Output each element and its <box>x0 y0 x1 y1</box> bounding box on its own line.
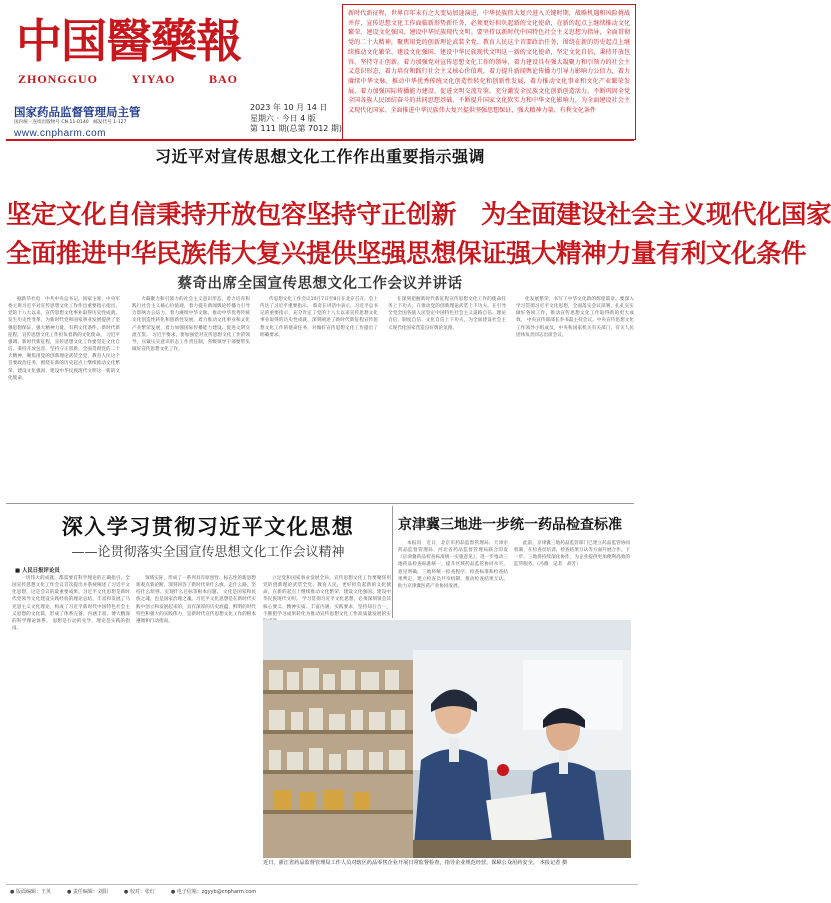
lead-article-col-2 <box>132 296 250 498</box>
article3-title[interactable]: 京津冀三地进一步统一药品检查标准 <box>398 517 622 533</box>
issue-date: 2023 年 10 月 14 日 <box>250 103 328 112</box>
inspection-photo <box>263 620 631 858</box>
main-headline-line-1[interactable]: 坚定文化自信秉持开放包容坚持守正创新 为全面建设社会主义现代化国家 <box>6 200 831 230</box>
lead-article-col-3-text: 传思想文化工作会议10月7日至8日在北京召开。会上传达了习近平重要指示。 蔡奇在讲话中表示，习近平总书记的重要指示，充分肯定了党的十八大以来宣传思想文化事业取得的历史性成就，深刻阐述了新时代新征程宣传思想文化工作的使命任务，对做好宣传思想文化工作提出了明确要求。 <box>260 297 378 338</box>
pinyin-2: YIYAO <box>131 72 176 86</box>
article3-col-1 <box>398 540 508 616</box>
lead-article-col-1 <box>8 296 120 498</box>
footer-email[interactable]: ● 电子信箱：zgyyb@cnpharm.com <box>170 888 257 895</box>
masthead <box>6 4 634 139</box>
article3-col-2 <box>514 540 630 616</box>
lead-article-col-1-text: 据新华社电 中共中央总书记、国家主席、中央军委主席习近平对宣传思想文化工作作出重要指示指出，党的十八大以来，宣传思想文化事业取得历史性成就，发生历史性变革，为新时代党和国家事业发展提供了坚强思想保证、强大精神力量、有利文化条件。新时代新征程，宣传思想文化工作担负着新的文化使命。 习近平强调，新时代新征程，宣传思想文化工作要坚定文化自信，秉持开放包容，坚持守正创新，全面贯彻党的二十大精神，聚焦用党的创新理论武装全党、教育人民这个首要政治任务，围绕在新的历史起点上继续推动文化繁荣、建设文化强国、建设中华民族现代文明这一新的文化使命。 <box>8 297 120 381</box>
inspection-photo-illustration <box>263 620 631 858</box>
sub-headline[interactable]: 蔡奇出席全国宣传思想文化工作会议并讲话 <box>177 275 463 292</box>
kicker-headline[interactable]: 习近平对宣传思想文化工作作出重要指示强调 <box>154 147 485 166</box>
main-headline-line-2[interactable]: 全面推进中华民族伟大复兴提供坚强思想保证强大精神力量有利文化条件 <box>6 239 807 269</box>
pinyin-1: ZHONGGUO <box>18 72 99 86</box>
lead-article-col-5-text: 化发展繁荣，书写了中华文化新的辉煌篇章。要深入学习贯彻习近平文化思想，全面落实会议部署，扎扎实实做好各项工作，推动宣传思想文化工作取得新的更大成效。 中央宣传部部长李书磊主持会议。中央宣传思想文化工作领导小组成员，中央和国家机关有关部门、有关人民团体负责同志出席会议。 <box>516 297 634 338</box>
website-link[interactable]: www.cnpharm.com <box>14 128 106 139</box>
section-divider <box>6 503 634 504</box>
registration-info: 国内统一连续出版物号 CN 11-0140 邮发代号 1-127 <box>14 120 127 125</box>
article2-col-3 <box>263 575 391 617</box>
publisher: 国家药品监督管理局主管 <box>14 107 141 119</box>
top-notice-box <box>342 4 636 140</box>
issue-date-box <box>250 103 346 135</box>
lead-article-col-3 <box>260 296 378 498</box>
footer-layout-editor: ● 版面编辑：王英 <box>10 888 51 895</box>
logo-pinyin <box>18 72 238 87</box>
masthead-rule <box>6 139 634 141</box>
article3-col-2-text: 此前，京津冀三地药品监管部门已建立药品监管协同机制，在检查员培训、检查结果互认等方面开展合作。下一步，三地将持续深化协作，为企业提供更加便利高效的监管服务。（冯薇 记者 胡芳） <box>514 541 630 568</box>
issue-weekday: 星期六 · 今日 4 版 <box>250 113 316 123</box>
article2-col-3-text: 立足党和国家事业发展全局，宣传思想文化工作要聚焦用党的创新理论武装全党、教育人民，更好担负起新的文化使命，在新的起点上继续推动文化繁荣、建设文化强国、建设中华民族现代文明。 学习贯彻习近平文化思想，必须深刻领会其核心要义、精神实质、丰富内涵、实践要求，坚持知行合一，不断把学习成果转化为推动宣传思想文化工作高质量发展的实 <box>263 576 391 617</box>
footer-proofreader: ● 校对：张红 <box>123 888 155 895</box>
issue-number: 第 111 期(总第 7012 期) <box>250 124 343 133</box>
pinyin-3: BAO <box>208 72 238 86</box>
page-footer <box>6 884 638 897</box>
article2-byline: ■ 人民日报评论员 <box>15 568 60 574</box>
newspaper-logo <box>16 12 241 70</box>
logo-title: 中国醫藥報 <box>16 14 241 68</box>
article2-col-2-text: 领域实际，形成了一系列具有原创性、标志性的新思想新观点新论断，深刻回答了新时代举什么旗、走什么路、坚持什么原则、实现什么目标等根本问题。 文化是国家和民族之魂，也是国家治理之魂。习近平文化思想是在新时代实践中创立和发展起来的，具有深厚的历史底蕴、鲜明的时代特色和强大的实践伟力，是新时代宣传思想文化工作的根本遵循和行动指南。 <box>136 576 256 624</box>
lead-article-col-2-text: 大凝聚力和引领力的社会主义意识形态，着力培育和践行社会主义核心价值观，着力提升新闻舆论传播力引导力影响力公信力，着力赓续中华文脉、推动中华优秀传统文化创造性转化和创新性发展，着力推动文化事业和文化产业繁荣发展，着力加强国际传播能力建设、促进文明交流互鉴。 习近平要求，要加强党对宣传思想文化工作的领导，压紧压实意识形态工作责任制，各级领导干部要带头做好宣传思想文化工作。 <box>132 297 250 353</box>
article2-byline-text: 人民日报评论员 <box>21 568 60 574</box>
article2-title[interactable]: 深入学习贯彻习近平文化思想 <box>61 514 355 539</box>
article2-col-1-text: 一切伟大的成就，都需要有科学理论的正确指引。全国宣传思想文化工作会议首次提出并系统阐述了习近平文化思想，这是会议的最重要成果。习近平文化思想是新时代党领导文化建设实践经验的理论总结，丰富和发展了马克思主义文化理论，构成了习近平新时代中国特色社会主义思想的文化篇，形成了体系完备、内涵丰富、博大精深的科学理论体系。 思想是行动的先导，理论是实践的指南。 <box>12 576 130 632</box>
article2-col-1 <box>12 575 130 879</box>
article2-subtitle: ——论贯彻落实全国宣传思想文化工作会议精神 <box>71 545 345 560</box>
top-notice-text: 新时代新征程，世界百年未有之大变局加速演进，中华民族伟大复兴进入关键时期，战略机遇和风险挑战并存，宣传思想文化工作面临新形势新任务，必须更好担负起新的文化使命，在新的起点上继续推动文化繁荣、建设文化强国、建设中华民族现代文明。要坚持以新时代中国特色社会主义思想为指导，全面贯彻党的二十大精神，聚焦用党的创新理论武装全党、教育人民这个首要政治任务，围绕在新的历史起点上继续推动文化繁荣、建设文化强国、建设中华民族现代文明这一新的文化使命，坚定文化自信，秉持开放包容，坚持守正创新，着力加强党对宣传思想文化工作的领导，着力建设具有强大凝聚力和引领力的社会主义意识形态，着力培育和践行社会主义核心价值观，着力提升新闻舆论传播力引导力影响力公信力，着力赓续中华文脉、推动中华优秀传统文化创造性转化和创新性发展，着力推动文化事业和文化产业繁荣发展，着力加强国际传播能力建设、促进文明交流互鉴，充分激发全民族文化创新创造活力，不断巩固全党全国各族人民团结奋斗的共同思想基础，不断提升国家文化软实力和中华文化影响力，为全面建设社会主义现代化国家、全面推进中华民族伟大复兴提供坚强思想保证、强大精神力量、有利文化条件 <box>348 10 630 115</box>
article3-col-1-text: 本报讯 近日，北京市药品监督管理局、天津市药品监督管理局、河北省药品监督管理局联合印发《京津冀药品检查标准统一实施意见》，进一步推动三地药品检查标准统一，提升区域药品监管协同水平。意见明确，三地将统一检查程序、检查标准和检查结果判定，建立检查员共享机制，推动检查结果互认，助力京津冀医药产业协同发展。 <box>398 541 508 589</box>
lead-article-col-5 <box>516 296 634 498</box>
lead-article-col-4 <box>388 296 506 498</box>
article2-col-2 <box>136 575 256 879</box>
footer-responsible-editor: ● 责任编辑：刘阳 <box>66 888 108 895</box>
photo-caption: 近日，浙江省药品监督管理局工作人员对辖区药品零售企业开展日常监督检查，指导企业规范经营，保障公众用药安全。 本报记者 摄 <box>263 860 568 866</box>
lead-article-col-4-text: 在深刻把握新时代新征程宣传思想文化工作的使命任务上下功夫，在推动党的创新理论武装上下功夫，在引导全党全国各族人民坚定中国特色社会主义道路自信、理论自信、制度自信、文化自信上下功夫，为全面建设社会主义现代化国家营造良好舆论氛围。 <box>388 297 506 331</box>
